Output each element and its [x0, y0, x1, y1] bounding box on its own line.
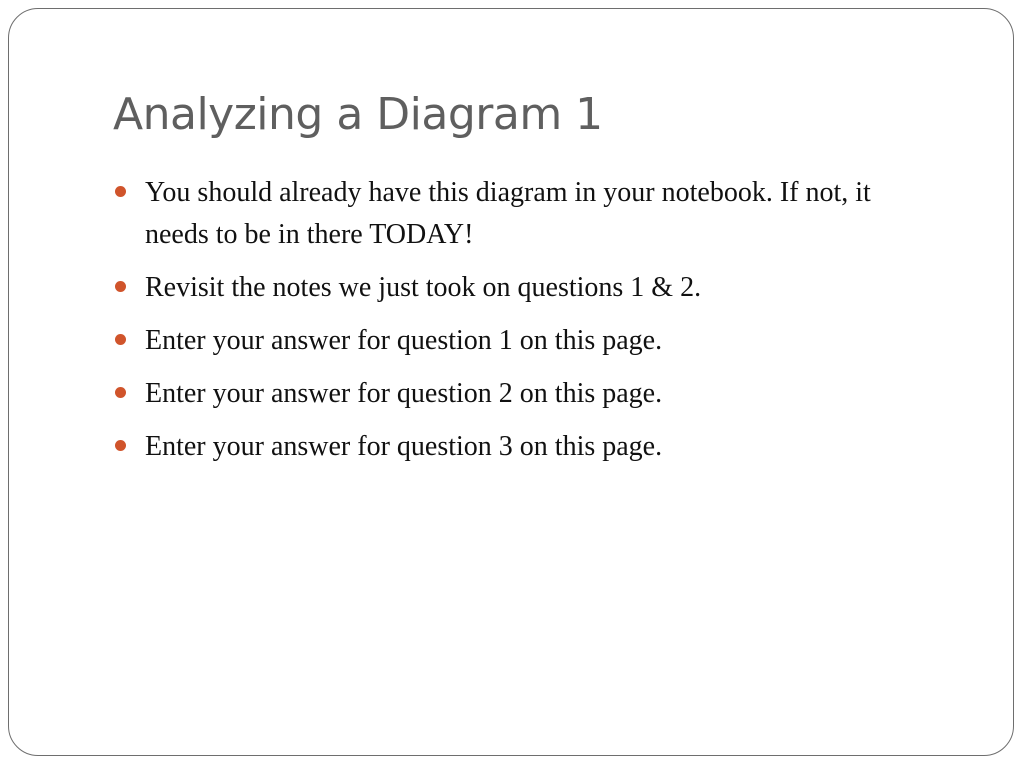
- bullet-item: [115, 373, 935, 415]
- bullet-dot-icon: [115, 186, 126, 197]
- bullet-text: Enter your answer for question 3 on this page.: [145, 431, 663, 462]
- bullet-text: Enter your answer for question 1 on this page.: [145, 325, 663, 356]
- slide-frame: [8, 8, 1014, 756]
- bullet-dot-icon: [115, 281, 126, 292]
- bullet-text: Revisit the notes we just took on questions 1 & 2.: [145, 272, 702, 303]
- bullet-dot-icon: [115, 334, 126, 345]
- bullet-item: [115, 172, 935, 256]
- bullet-item: [115, 320, 935, 362]
- slide-title: Analyzing a Diagram 1: [113, 89, 603, 140]
- bullet-dot-icon: [115, 440, 126, 451]
- bullet-list: [115, 172, 935, 479]
- bullet-text: Enter your answer for question 2 on this page.: [145, 378, 663, 409]
- bullet-dot-icon: [115, 387, 126, 398]
- bullet-item: [115, 426, 935, 468]
- bullet-item: [115, 267, 935, 309]
- bullet-text: You should already have this diagram in your notebook. If not, it needs to be in there TODAY!: [145, 177, 871, 250]
